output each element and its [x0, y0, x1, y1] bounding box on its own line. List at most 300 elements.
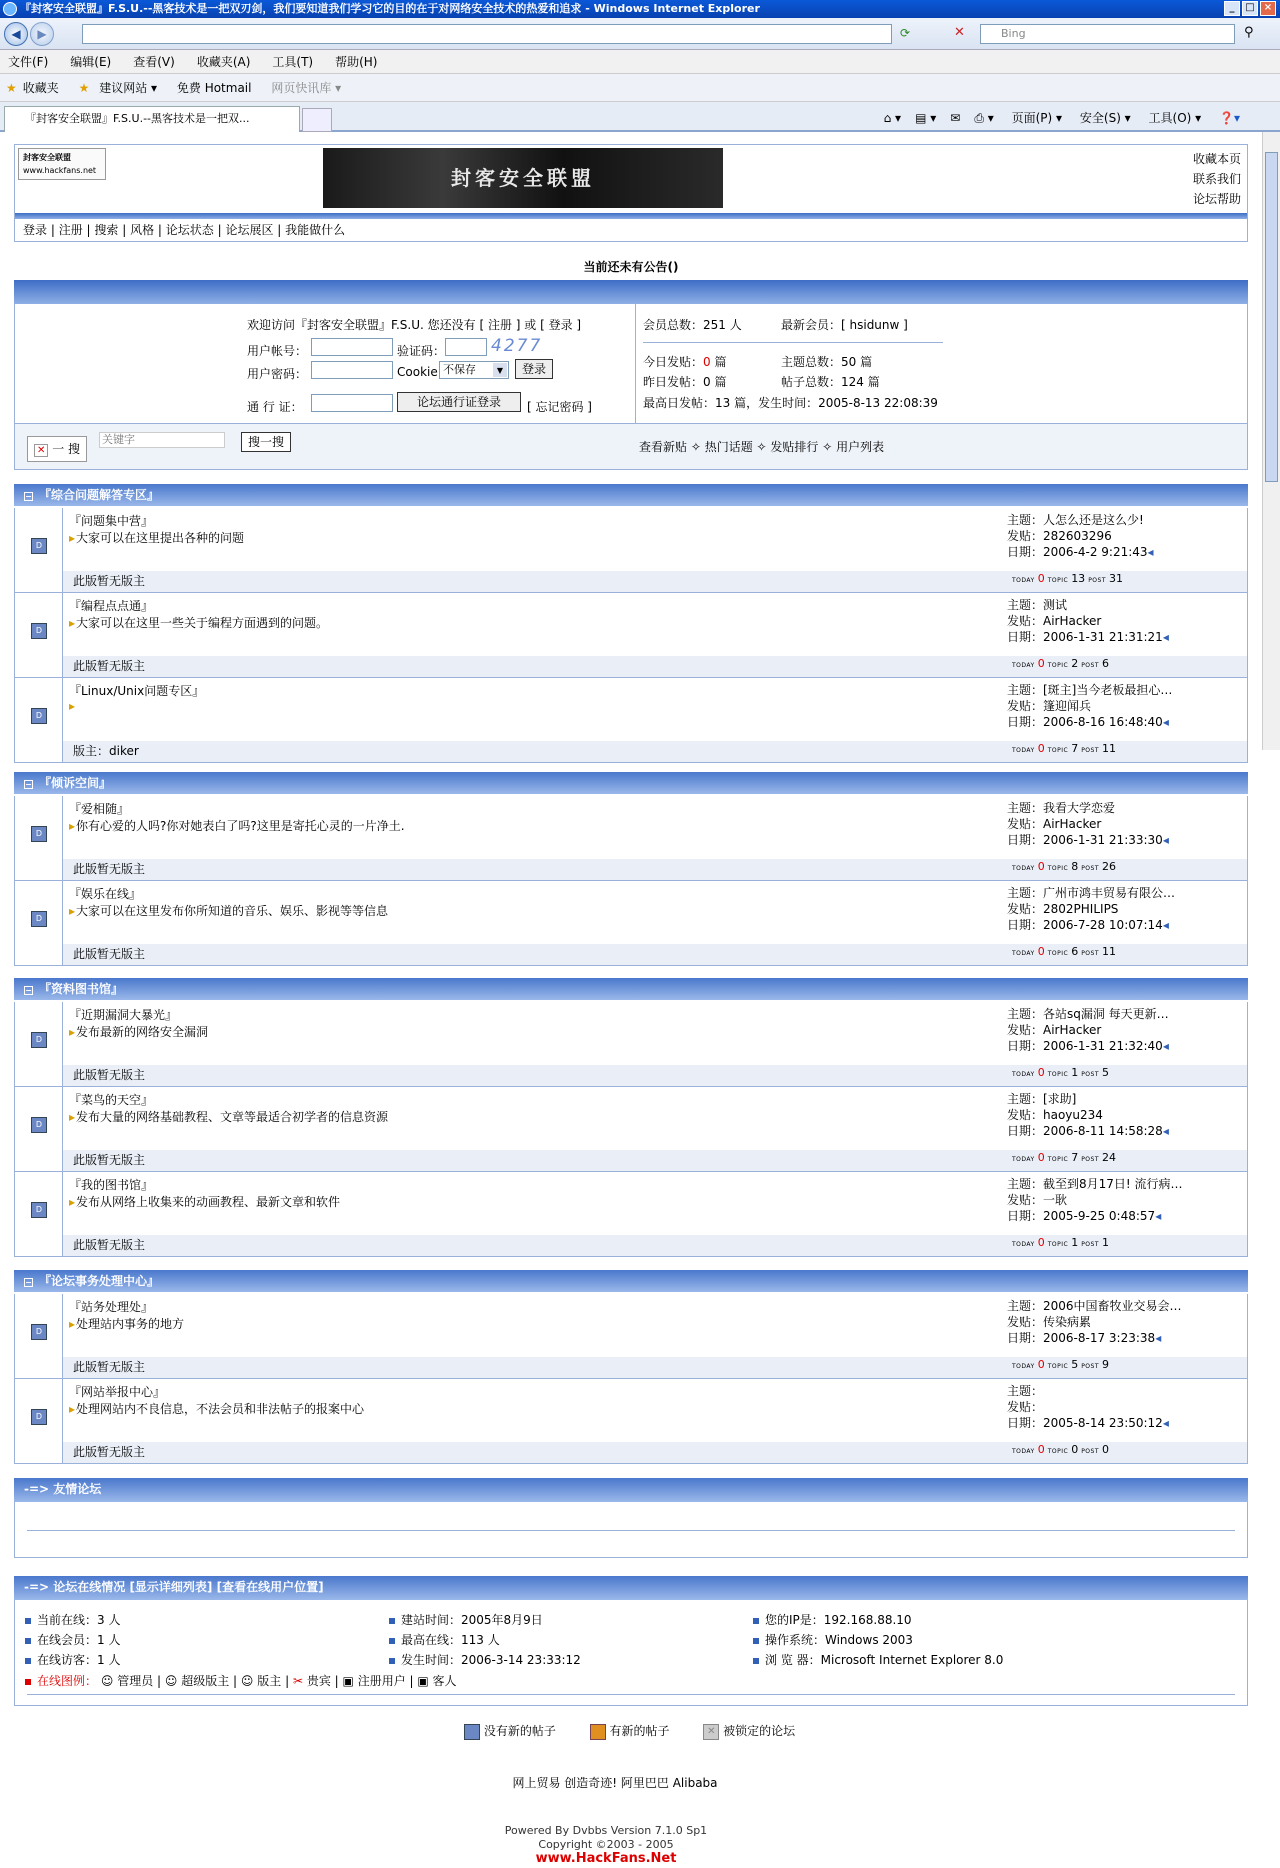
- legend-admin: 管理员: [117, 1674, 154, 1688]
- category-header[interactable]: [14, 484, 1248, 506]
- forum-moderator: 此版暂无版主: [63, 1150, 1247, 1171]
- announcement[interactable]: 当前还未有公告(): [583, 260, 679, 274]
- window-titlebar: [0, 0, 1280, 18]
- friends-divider: [27, 1530, 1235, 1531]
- forum-name[interactable]: 『菜鸟的天空』: [69, 1093, 154, 1107]
- footer-site-link[interactable]: www.HackFans.Net: [535, 1851, 677, 1866]
- today-label: TODAY: [1012, 662, 1035, 669]
- category-forums: [14, 1002, 1248, 1257]
- post-count: 9: [1102, 1358, 1110, 1371]
- last-post-topic[interactable]: 主题：: [1007, 1384, 1044, 1398]
- today-count: 0: [1037, 1236, 1045, 1249]
- maximize-button[interactable]: □: [1242, 1, 1258, 16]
- minimize-button[interactable]: _: [1224, 1, 1240, 16]
- category-title: 『倾诉空间』: [39, 776, 112, 790]
- collapse-icon[interactable]: −: [25, 780, 32, 789]
- search-button[interactable]: 搜一搜: [241, 432, 291, 452]
- forum-moderator: 此版暂无版主: [63, 1442, 1247, 1463]
- post-label: POST: [1081, 1448, 1100, 1455]
- forum-row: [15, 508, 1247, 593]
- forum-status-icon: D: [31, 538, 47, 554]
- last-post-topic[interactable]: 主题：测试: [1007, 598, 1068, 612]
- post-label: POST: [1081, 1363, 1100, 1370]
- last-post-author[interactable]: 发贴：AirHacker: [1007, 1023, 1102, 1037]
- topic-count: 13: [1071, 572, 1086, 585]
- legend-member: 注册用户: [357, 1674, 406, 1688]
- topic-count: 1: [1071, 1236, 1079, 1249]
- post-label: POST: [1081, 1156, 1100, 1163]
- forum-stats: [1009, 1356, 1109, 1376]
- forum-moderator: 此版暂无版主: [63, 859, 1247, 880]
- quick-links: 查看新贴 ✧ 热门话题 ✧ 发贴排行 ✧ 用户列表: [639, 440, 885, 454]
- today-posts-unit: 篇: [710, 355, 727, 369]
- category-forums: [14, 796, 1248, 966]
- post-label: POST: [1081, 662, 1100, 669]
- guest-icon: ▣: [417, 1674, 429, 1688]
- search-box: [27, 436, 87, 462]
- forum-row: [15, 1172, 1247, 1257]
- topic-count: 7: [1071, 742, 1079, 755]
- online-legend: 在线图例： ☺ 管理员 | ☺ 超级版主 | ☺ 版主 | ✂ 贵宾 | ▣ 注册用户 | ▣ 客人: [25, 1672, 457, 1689]
- logo-text: 封客安全联盟: [23, 153, 71, 162]
- last-post-topic[interactable]: 主题：2006中国畜牧业交易会…: [1007, 1299, 1182, 1313]
- newest-member[interactable]: 最新会员：[ hsidunw ]: [781, 318, 908, 332]
- go-last-post-icon[interactable]: ◂: [1162, 715, 1169, 729]
- last-post-date: 日期：2006-8-17 3:23:38◂: [1007, 1331, 1162, 1345]
- forum-description: ▸ 大家可以在这里一些关于编程方面遇到的问题。: [69, 614, 328, 631]
- forum-description: ▸ 你有心爱的人吗?你对她表白了吗?这里是寄托心灵的一片净土.: [69, 817, 405, 834]
- legend-no-new: 没有新的帖子: [483, 1724, 556, 1738]
- forum-name[interactable]: 『娱乐在线』: [69, 887, 142, 901]
- forum-name[interactable]: 『近期漏洞大暴光』: [69, 1008, 178, 1022]
- site-banner[interactable]: [323, 148, 723, 208]
- last-post: [1007, 1006, 1243, 1054]
- last-post: [1007, 1383, 1243, 1431]
- forum-description: ▸ 处理站内事务的地方: [69, 1315, 184, 1332]
- legend-locked: 被锁定的论坛: [723, 1724, 796, 1738]
- forum-nav: 登录 | 注册 | 搜索 | 风格 | 论坛状态 | 论坛展区 | 我能做什么: [23, 223, 346, 237]
- feeds-icon[interactable]: ▤ ▾: [915, 111, 937, 125]
- post-count: 0: [1102, 1443, 1110, 1456]
- member-count: 会员总数：251 人: [643, 318, 742, 332]
- menu-bar: [0, 50, 1280, 74]
- captcha-label: 验证码：: [397, 344, 446, 358]
- last-post-author[interactable]: 发贴：一耿: [1007, 1193, 1068, 1207]
- last-post: [1007, 1298, 1243, 1346]
- category-header[interactable]: [14, 978, 1248, 1000]
- user-list-link[interactable]: 用户列表: [836, 440, 885, 454]
- topic-count: 2: [1071, 657, 1079, 670]
- online-members: 在线会员：1 人: [25, 1630, 120, 1650]
- menu-file[interactable]: 文件(F): [8, 55, 49, 69]
- online-guests: 在线访客：1 人: [25, 1650, 120, 1670]
- go-last-post-icon[interactable]: ◂: [1162, 1039, 1169, 1053]
- ie-logo-icon: [3, 2, 17, 16]
- search-input[interactable]: Bing: [980, 24, 1235, 44]
- last-post-author[interactable]: 发贴：haoyu234: [1007, 1108, 1103, 1122]
- panel-divider: [635, 304, 636, 424]
- category-header[interactable]: [14, 772, 1248, 794]
- forum-moderator: 此版暂无版主: [63, 1065, 1247, 1086]
- last-post-topic[interactable]: 主题：各站sq漏洞 每天更新…: [1007, 1007, 1169, 1021]
- online-col-2: [389, 1610, 581, 1670]
- forum-status-icon: D: [31, 1409, 47, 1425]
- go-last-post-icon[interactable]: ◂: [1155, 1209, 1162, 1223]
- friends-panel: [14, 1502, 1248, 1558]
- nav-gallery[interactable]: 论坛展区: [225, 223, 274, 237]
- new-tab-button[interactable]: [302, 108, 332, 132]
- login-button[interactable]: 登录: [515, 359, 553, 379]
- menu-edit[interactable]: 编辑(E): [70, 55, 112, 69]
- nav-status[interactable]: 论坛状态: [165, 223, 214, 237]
- category-title: 『资料图书馆』: [39, 982, 124, 996]
- forum-row: [15, 1087, 1247, 1172]
- forum-row: [15, 678, 1247, 763]
- forum-name[interactable]: 『编程点点通』: [69, 599, 154, 613]
- post-count: 1: [1102, 1236, 1110, 1249]
- icon-legend: [464, 1722, 795, 1740]
- forum-status-icon: D: [31, 826, 47, 842]
- search-x-icon: ✕: [34, 444, 48, 457]
- mail-icon[interactable]: ✉: [950, 111, 961, 125]
- last-post-topic[interactable]: 主题：[斑主]当今老板最担心…: [1007, 683, 1173, 697]
- forum-moderator: 此版暂无版主: [63, 656, 1247, 677]
- header-divider: [15, 213, 1247, 219]
- forum-description: ▸ 发布最新的网络安全漏洞: [69, 1023, 208, 1040]
- nav-login[interactable]: 登录: [23, 223, 48, 237]
- topic-label: TOPIC: [1047, 865, 1069, 872]
- last-post-date: 日期：2006-1-31 21:33:30◂: [1007, 833, 1169, 847]
- online-header: [14, 1576, 1248, 1600]
- max-online-time: 发生时间：2006-3-14 23:33:12: [389, 1650, 581, 1670]
- post-label: POST: [1081, 1071, 1100, 1078]
- tools-menu[interactable]: 工具(O) ▾: [1148, 111, 1202, 125]
- today-count: 0: [1037, 945, 1045, 958]
- today-label: TODAY: [1012, 747, 1035, 754]
- forum-row: [15, 796, 1247, 881]
- topic-count: 7: [1071, 1151, 1079, 1164]
- forum-description: ▸ 大家可以在这里提出各种的问题: [69, 529, 244, 546]
- favorites-bar: [0, 74, 1280, 102]
- today-posts-label: 今日发贴：: [643, 355, 704, 369]
- post-count: 26: [1102, 860, 1117, 873]
- forum-row: [15, 1294, 1247, 1379]
- copyright: Copyright ©2003 - 2005: [538, 1838, 674, 1851]
- powered-by[interactable]: Powered By Dvbbs Version 7.1.0 Sp1: [504, 1824, 708, 1837]
- forum-status-icon: D: [31, 1324, 47, 1340]
- legend-mod: 版主: [257, 1674, 282, 1688]
- legend-vip: 贵宾: [306, 1674, 331, 1688]
- add-favorite-icon[interactable]: ★: [78, 81, 90, 95]
- today-label: TODAY: [1012, 1071, 1035, 1078]
- go-last-post-icon[interactable]: ◂: [1162, 833, 1169, 847]
- welcome-text: 欢迎访问『封客安全联盟』F.S.U. 您还没有 [ 注册 ] 或 [ 登录 ]: [247, 318, 582, 332]
- forum-status-icon: D: [31, 1117, 47, 1133]
- passport-login-button[interactable]: 论坛通行证登录: [397, 392, 521, 412]
- supermod-icon: ☺: [164, 1674, 178, 1688]
- tab-title: 『封客安全联盟』F.S.U.--黑客技术是一把双...: [25, 112, 250, 125]
- legend-label: 在线图例：: [37, 1674, 98, 1688]
- max-day-posts: 最高日发帖：13 篇，发生时间：2005-8-13 22:08:39: [643, 396, 938, 410]
- username-input[interactable]: [311, 338, 393, 356]
- forum-description: ▸ 发布大量的网络基础教程、文章等最适合初学者的信息资源: [69, 1108, 388, 1125]
- post-label: POST: [1081, 865, 1100, 872]
- today-count: 0: [1037, 1066, 1045, 1079]
- today-label: TODAY: [1012, 950, 1035, 957]
- forum-status-icon: D: [31, 1032, 47, 1048]
- last-post-date: 日期：2006-1-31 21:32:40◂: [1007, 1039, 1169, 1053]
- no-new-posts-icon: [464, 1724, 480, 1740]
- forum-row: [15, 593, 1247, 678]
- stop-icon[interactable]: ✕: [954, 25, 965, 40]
- go-last-post-icon[interactable]: ◂: [1162, 918, 1169, 932]
- topic-label: TOPIC: [1047, 950, 1069, 957]
- last-post-date: 日期：2006-1-31 21:31:21◂: [1007, 630, 1169, 644]
- login-panel: [14, 304, 1248, 424]
- close-button[interactable]: ×: [1260, 1, 1276, 16]
- post-count: 31: [1109, 572, 1124, 585]
- post-label: POST: [1088, 577, 1107, 584]
- vip-icon: ✂: [292, 1674, 303, 1688]
- collapse-icon[interactable]: −: [25, 492, 32, 501]
- forum-stats: [1009, 655, 1109, 675]
- menu-help[interactable]: 帮助(H): [335, 55, 378, 69]
- scrollbar-thumb[interactable]: [1265, 152, 1278, 482]
- bookmark-link[interactable]: 收藏本页: [1192, 152, 1241, 166]
- online-col-1: [25, 1610, 120, 1670]
- forum-moderator: 此版暂无版主: [63, 571, 1247, 592]
- last-post-author[interactable]: 发贴：AirHacker: [1007, 817, 1102, 831]
- last-post-date: 日期：2006-7-28 10:07:14◂: [1007, 918, 1169, 932]
- star-icon: ★: [6, 81, 17, 95]
- last-post-author[interactable]: 发贴：AirHacker: [1007, 614, 1102, 628]
- chevron-down-icon: ▼: [493, 363, 507, 377]
- last-post-topic[interactable]: 主题：人怎么还是这么少!: [1007, 513, 1144, 527]
- topic-label: TOPIC: [1047, 1071, 1069, 1078]
- last-post: [1007, 1176, 1243, 1224]
- nav-search[interactable]: 搜索: [94, 223, 119, 237]
- topic-count: 5: [1071, 1358, 1079, 1371]
- url-input[interactable]: [82, 24, 892, 44]
- site-header: [14, 144, 1248, 242]
- topic-count: 主题总数：50 篇: [781, 355, 873, 369]
- today-count: 0: [1037, 657, 1045, 670]
- max-online: 最高在线：113 人: [389, 1630, 581, 1650]
- last-post-author[interactable]: 发贴：篷迎闻兵: [1007, 699, 1092, 713]
- last-post-topic[interactable]: 主题：我看大学恋爱: [1007, 801, 1116, 815]
- last-post-topic[interactable]: 主题：广州市鸿丰贸易有限公…: [1007, 886, 1176, 900]
- forum-moderator: 此版暂无版主: [63, 1357, 1247, 1378]
- category-title: 『综合问题解答专区』: [39, 488, 160, 502]
- last-post: [1007, 682, 1243, 730]
- forum-stats: [1009, 570, 1123, 590]
- webslice-link[interactable]: 网页快讯库 ▾: [271, 81, 342, 95]
- post-count: 6: [1102, 657, 1110, 670]
- founded-date: 建站时间：2005年8月9日: [389, 1610, 581, 1630]
- topic-label: TOPIC: [1047, 1448, 1069, 1455]
- cookie-select[interactable]: [439, 361, 509, 379]
- footer-ads[interactable]: 网上贸易 创造奇迹! 阿里巴巴 Alibaba: [512, 1776, 718, 1790]
- command-bar: [870, 108, 1240, 128]
- last-post-author[interactable]: 发贴：传染病累: [1007, 1315, 1092, 1329]
- nav-register[interactable]: 注册: [58, 223, 83, 237]
- friends-title: -=> 友情论坛: [24, 1482, 102, 1496]
- menu-view[interactable]: 查看(V): [133, 55, 175, 69]
- forum-stats: [1009, 858, 1116, 878]
- last-post: [1007, 1091, 1243, 1139]
- last-post-topic[interactable]: 主题：截至到8月17日! 流行病…: [1007, 1177, 1183, 1191]
- topic-label: TOPIC: [1047, 1241, 1069, 1248]
- help-icon[interactable]: ❓▾: [1219, 111, 1240, 125]
- online-current: 当前在线：3 人: [25, 1610, 120, 1630]
- forum-stats: [1009, 1234, 1109, 1254]
- forward-button[interactable]: ▶: [30, 22, 54, 46]
- last-post-topic[interactable]: 主题：[求助]: [1007, 1092, 1077, 1106]
- forum-description: ▸ 发布从网络上收集来的动画教程、最新文章和软件: [69, 1193, 340, 1210]
- forum-description: ▸ 处理网站内不良信息，不法会员和非法帖子的报案中心: [69, 1400, 364, 1417]
- today-posts: [643, 353, 726, 370]
- forum-name[interactable]: 『爱相随』: [69, 802, 130, 816]
- topic-label: TOPIC: [1047, 1156, 1069, 1163]
- today-label: TODAY: [1012, 1363, 1035, 1370]
- cookie-label: Cookie: [397, 365, 438, 379]
- forum-name[interactable]: 『站务处理处』: [69, 1300, 154, 1314]
- locked-forum-icon: ✕: [703, 1724, 719, 1740]
- contact-link[interactable]: 联系我们: [1192, 172, 1241, 186]
- keyword-input[interactable]: 关键字: [99, 432, 225, 448]
- post-ranking-link[interactable]: 发贴排行: [770, 440, 819, 454]
- print-icon[interactable]: ⎙ ▾: [974, 111, 994, 125]
- tab-current[interactable]: [4, 106, 300, 132]
- top-links: [1193, 149, 1241, 209]
- collapse-icon[interactable]: −: [25, 986, 32, 995]
- forum-moderator: 此版暂无版主: [63, 944, 1247, 965]
- new-posts-link[interactable]: 查看新贴: [639, 440, 688, 454]
- topic-label: TOPIC: [1047, 1363, 1069, 1370]
- hotmail-link[interactable]: 免费 Hotmail: [176, 81, 252, 95]
- last-post: [1007, 800, 1243, 848]
- today-posts-value: 0: [703, 355, 711, 369]
- forum-description: [69, 699, 76, 713]
- nav-permissions[interactable]: 我能做什么: [285, 223, 346, 237]
- go-last-post-icon[interactable]: ◂: [1147, 545, 1154, 559]
- forum-stats: [1009, 1064, 1109, 1084]
- today-count: 0: [1037, 1151, 1045, 1164]
- window-title: 『封客安全联盟』F.S.U.--黑客技术是一把双刃剑，我们要知道我们学习它的目的在于对网络安全技术的热爱和追求 - Windows Internet Explorer: [20, 2, 760, 15]
- scrollbar[interactable]: [1262, 132, 1280, 750]
- go-last-post-icon[interactable]: ◂: [1162, 1416, 1169, 1430]
- admin-icon: ☺: [100, 1674, 114, 1688]
- refresh-icon[interactable]: ⟳: [900, 26, 911, 40]
- welcome-bar: [14, 280, 1248, 304]
- forum-name[interactable]: 『网站举报中心』: [69, 1385, 166, 1399]
- search-label: 一 搜: [52, 442, 81, 456]
- footer: [0, 1824, 1212, 1866]
- menu-favorites[interactable]: 收藏夹(A): [196, 55, 251, 69]
- topic-count: 6: [1071, 945, 1079, 958]
- legend-new: 有新的帖子: [609, 1724, 670, 1738]
- legend-guest: 客人: [432, 1674, 457, 1688]
- page-menu[interactable]: 页面(P) ▾: [1011, 111, 1063, 125]
- category-header[interactable]: [14, 1270, 1248, 1292]
- suggested-sites-link[interactable]: 建议网站 ▾: [99, 81, 158, 95]
- password-input[interactable]: [311, 361, 393, 379]
- today-label: TODAY: [1012, 865, 1035, 872]
- today-count: 0: [1037, 1443, 1045, 1456]
- site-logo[interactable]: [18, 148, 106, 180]
- last-post-author[interactable]: 发贴：: [1007, 1400, 1044, 1414]
- go-last-post-icon[interactable]: ◂: [1162, 1124, 1169, 1138]
- forum-row: [15, 1002, 1247, 1087]
- forum-stats: [1009, 1441, 1109, 1461]
- passport-input[interactable]: [311, 394, 393, 412]
- favorites-button[interactable]: 收藏夹: [22, 81, 59, 95]
- new-posts-icon: [590, 1724, 606, 1740]
- nav-style[interactable]: 风格: [130, 223, 155, 237]
- forgot-password-link[interactable]: [ 忘记密码 ]: [527, 400, 592, 414]
- post-label: POST: [1081, 747, 1100, 754]
- home-icon[interactable]: ⌂ ▾: [883, 111, 902, 125]
- go-last-post-icon[interactable]: ◂: [1162, 630, 1169, 644]
- topic-label: TOPIC: [1047, 747, 1069, 754]
- member-icon: ▣: [342, 1674, 354, 1688]
- topic-label: TOPIC: [1047, 662, 1069, 669]
- post-count: 11: [1102, 945, 1117, 958]
- search-icon[interactable]: ⚲: [1244, 25, 1254, 40]
- post-count: 帖子总数：124 篇: [781, 375, 880, 389]
- menu-tools[interactable]: 工具(T): [272, 55, 314, 69]
- forum-moderator: 版主：diker: [63, 741, 1247, 762]
- mod-icon: ☺: [240, 1674, 254, 1688]
- back-button[interactable]: ◀: [4, 22, 28, 46]
- online-title[interactable]: -=> 论坛在线情况 [显示详细列表] [查看在线用户位置]: [24, 1580, 324, 1594]
- yesterday-posts: 昨日发帖：0 篇: [643, 375, 727, 389]
- safety-menu[interactable]: 安全(S) ▾: [1079, 111, 1131, 125]
- captcha-input[interactable]: [445, 338, 487, 356]
- last-post: [1007, 512, 1243, 560]
- category-title: 『论坛事务处理中心』: [39, 1274, 160, 1288]
- today-count: 0: [1037, 572, 1045, 585]
- today-label: TODAY: [1012, 1448, 1035, 1455]
- post-count: 5: [1102, 1066, 1110, 1079]
- go-last-post-icon[interactable]: ◂: [1155, 1331, 1162, 1345]
- forum-name[interactable]: 『Linux/Unix问题专区』: [69, 684, 205, 698]
- category-forums: [14, 1294, 1248, 1464]
- hot-topics-link[interactable]: 热门话题: [704, 440, 753, 454]
- help-link[interactable]: 论坛帮助: [1192, 192, 1241, 206]
- forum-description: ▸ 大家可以在这里发布你所知道的音乐、娱乐、影视等等信息: [69, 902, 388, 919]
- forum-name[interactable]: 『我的图书馆』: [69, 1178, 154, 1192]
- topic-count: 8: [1071, 860, 1079, 873]
- forum-row: [15, 881, 1247, 966]
- today-label: TODAY: [1012, 1241, 1035, 1248]
- logo-url: www.hackfans.net: [23, 166, 97, 175]
- your-browser: 浏 览 器：Microsoft Internet Explorer 8.0: [753, 1650, 1003, 1670]
- banner-text: 封客安全联盟: [451, 166, 595, 190]
- topic-count: 0: [1071, 1443, 1079, 1456]
- password-label: 用户密码：: [247, 367, 308, 381]
- last-post-author[interactable]: 发贴：282603296: [1007, 529, 1112, 543]
- today-count: 0: [1037, 860, 1045, 873]
- last-post-date: 日期：2005-9-25 0:48:57◂: [1007, 1209, 1162, 1223]
- forum-moderator: 此版暂无版主: [63, 1235, 1247, 1256]
- collapse-icon[interactable]: −: [25, 1278, 32, 1287]
- username-label: 用户帐号：: [247, 344, 308, 358]
- last-post-author[interactable]: 发贴：2802PHILIPS: [1007, 902, 1119, 916]
- forum-name[interactable]: 『问题集中营』: [69, 514, 154, 528]
- today-count: 0: [1037, 742, 1045, 755]
- cookie-select-value: 不保存: [443, 363, 476, 376]
